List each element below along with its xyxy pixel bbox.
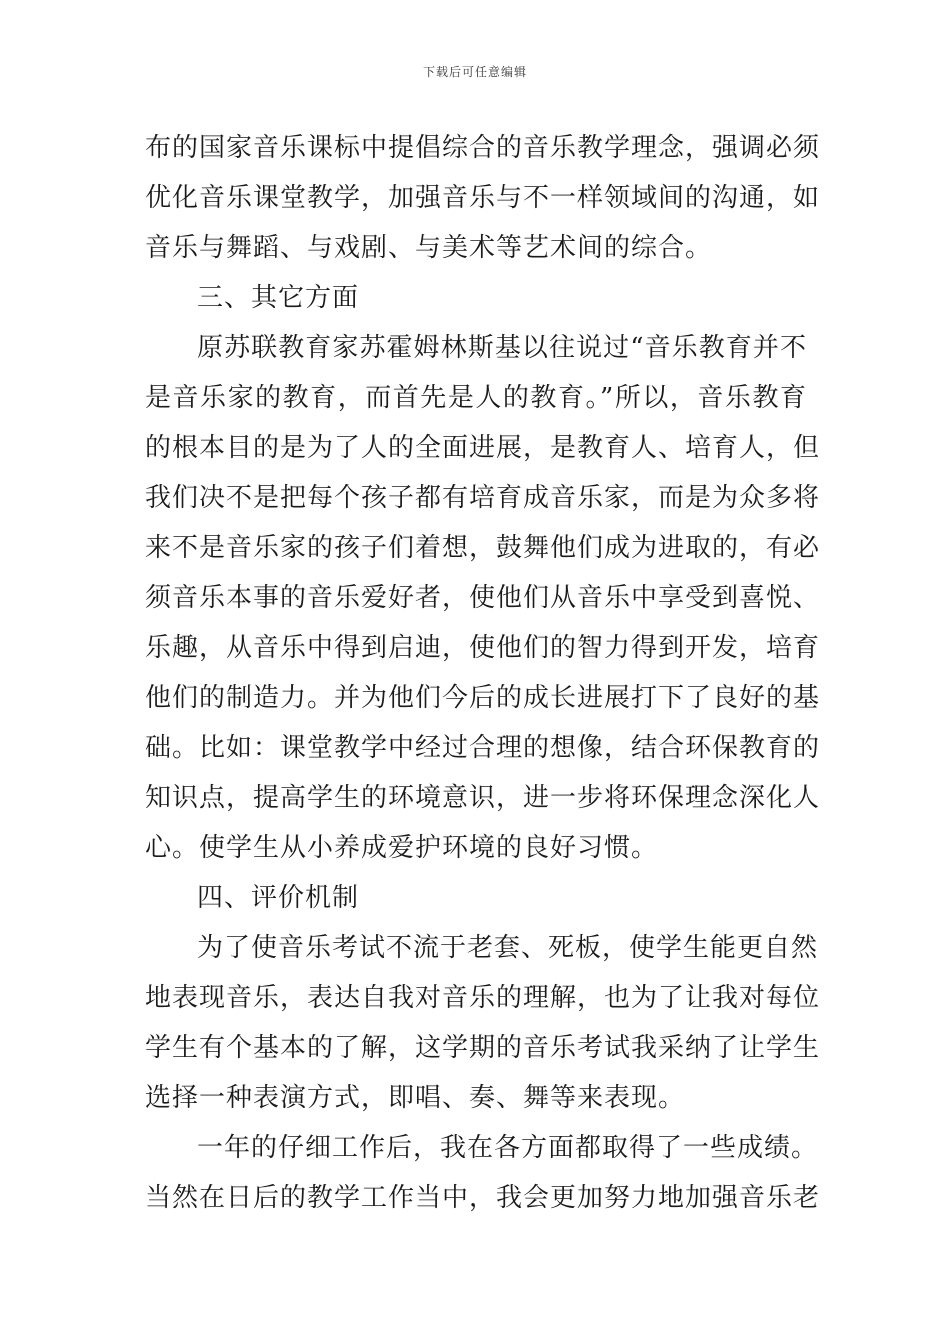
text-line: 一年的仔细工作后，我在各方面都取得了一些成绩。 [197,1133,819,1163]
section-heading: 四、评价机制 [197,883,360,913]
text-line: 的根本目的是为了人的全面进展，是教育人、培育人，但 [145,433,821,463]
text-line: 优化音乐课堂教学，加强音乐与不一样领域间的沟通，如 [145,183,821,213]
text-line: 布的国家音乐课标中提倡综合的音乐教学理念，强调必须 [145,133,821,163]
text-line: 原苏联教育家苏霍姆林斯基以往说过“音乐教育并不 [197,333,807,363]
text-line: 是音乐家的教育，而首先是人的教育。”所以，音乐教育 [145,383,807,413]
text-line: 知识点，提高学生的环境意识，进一步将环保理念深化人 [145,783,821,813]
text-line: 他们的制造力。并为他们今后的成长进展打下了良好的基 [145,683,821,713]
text-line: 地表现音乐，表达自我对音乐的理解，也为了让我对每位 [145,983,821,1013]
text-line: 当然在日后的教学工作当中，我会更加努力地加强音乐老 [145,1183,821,1213]
text-line: 乐趣，从音乐中得到启迪，使他们的智力得到开发，培育 [145,633,821,663]
section-heading: 三、其它方面 [197,283,360,313]
page-header: 下载后可任意编辑 [422,65,527,79]
text-line: 我们决不是把每个孩子都有培育成音乐家，而是为众多将 [145,483,821,513]
text-line: 学生有个基本的了解，这学期的音乐考试我采纳了让学生 [145,1033,821,1063]
text-line: 础。比如：课堂教学中经过合理的想像，结合环保教育的 [145,733,821,763]
text-line: 为了使音乐考试不流于老套、死板，使学生能更自然 [197,933,819,963]
document-body [145,123,821,1223]
text-line: 音乐与舞蹈、与戏剧、与美术等艺术间的综合。 [145,233,713,263]
text-line: 选择一种表演方式，即唱、奏、舞等来表现。 [145,1083,686,1113]
text-line: 来不是音乐家的孩子们着想，鼓舞他们成为进取的，有必 [145,533,821,563]
text-line: 心。使学生从小养成爱护环境的良好习惯。 [145,833,659,863]
text-line: 须音乐本事的音乐爱好者，使他们从音乐中享受到喜悦、 [145,583,821,613]
